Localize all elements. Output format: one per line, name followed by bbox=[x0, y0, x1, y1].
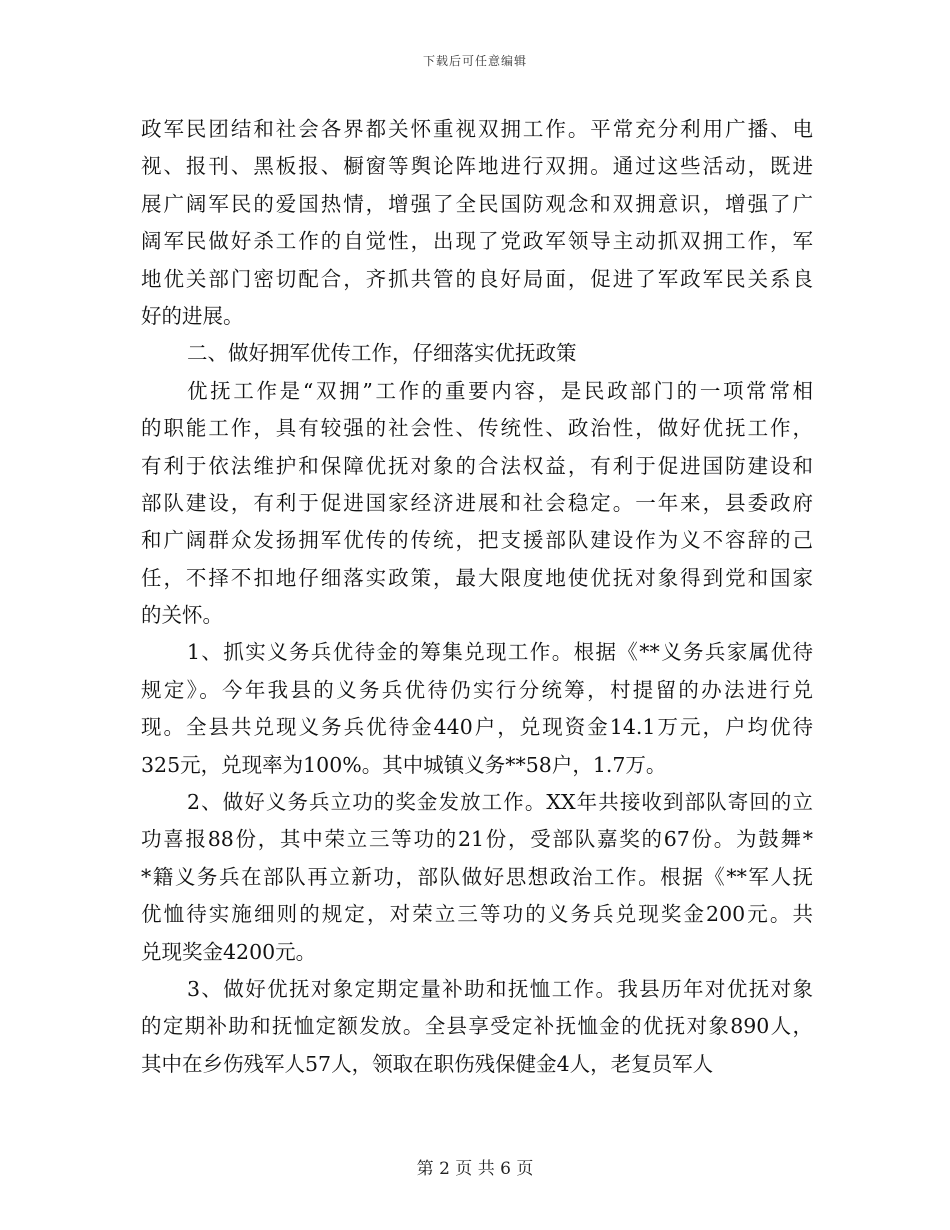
page-number: 第 2 页 共 6 页 bbox=[416, 1159, 534, 1179]
text-line: 政军民团结和社会各界都关怀重视双拥工作。平常充分利用广播、电 bbox=[141, 117, 813, 141]
text-line: 视、报刊、黑板报、橱窗等舆论阵地进行双拥。通过这些活动，既进 bbox=[141, 154, 813, 179]
text-line: 展广阔军民的爱国热情，增强了全民国防观念和双拥意识，增强了广 bbox=[141, 191, 813, 216]
text-line: 的定期补助和抚恤定额发放。全县享受定补抚恤金的优抚对象890人， bbox=[141, 1014, 813, 1039]
text-line: *籍义务兵在部队再立新功，部队做好思想政治工作。根据《**军人抚 bbox=[141, 864, 813, 889]
text-line: 地优关部门密切配合，齐抓共管的良好局面，促进了军政军民关系良 bbox=[141, 266, 813, 291]
text-line: 1、抓实义务兵优待金的筹集兑现工作。根据《**义务兵家属优待 bbox=[187, 640, 813, 665]
text-line: 的关怀。 bbox=[141, 603, 223, 628]
page-header-note: 下载后可任意编辑 bbox=[422, 54, 527, 68]
text-line: 好的进展。 bbox=[141, 303, 244, 328]
text-line: 有利于依法维护和保障优抚对象的合法权益，有利于促进国防建设和 bbox=[141, 453, 813, 478]
text-line: 的职能工作，具有较强的社会性、传统性、政治性，做好优抚工作， bbox=[141, 416, 813, 441]
text-line: 优恤待实施细则的规定，对荣立三等功的义务兵兑现奖金200元。共 bbox=[141, 902, 813, 927]
text-line: 兑现奖金4200元。 bbox=[141, 939, 317, 964]
text-line: 和广阔群众发扬拥军优传的传统，把支援部队建设作为义不容辞的己 bbox=[141, 528, 813, 553]
text-line: 现。全县共兑现义务兵优待金440户，兑现资金14.1万元，户均优待 bbox=[141, 715, 813, 740]
section-heading: 二、做好拥军优传工作，仔细落实优抚政策 bbox=[187, 341, 577, 366]
text-line: 325元，兑现率为100%。其中城镇义务**58户，1.7万。 bbox=[141, 752, 667, 777]
text-line: 2、做好义务兵立功的奖金发放工作。XX年共接收到部队寄回的立 bbox=[187, 790, 813, 815]
text-line: 规定》。今年我县的义务兵优待仍实行分统筹，村提留的办法进行兑 bbox=[141, 677, 813, 702]
text-line: 阔军民做好杀工作的自觉性，出现了党政军领导主动抓双拥工作，军 bbox=[141, 229, 813, 254]
text-line: 任，不择不扣地仔细落实政策，最大限度地使优抚对象得到党和国家 bbox=[141, 565, 813, 590]
text-line: 3、做好优抚对象定期定量补助和抚恤工作。我县历年对优抚对象 bbox=[187, 976, 813, 1001]
text-line: 功喜报88份，其中荣立三等功的21份，受部队嘉奖的67份。为鼓舞* bbox=[141, 827, 813, 852]
document-body bbox=[141, 111, 813, 1083]
text-line: 优抚工作是“双拥”工作的重要内容，是民政部门的一项常常相 bbox=[187, 378, 813, 403]
text-line: 其中在乡伤残军人57人，领取在职伤残保健金4人，老复员军人 bbox=[141, 1051, 714, 1076]
text-line: 部队建设，有利于促进国家经济进展和社会稳定。一年来，县委政府 bbox=[141, 490, 813, 515]
